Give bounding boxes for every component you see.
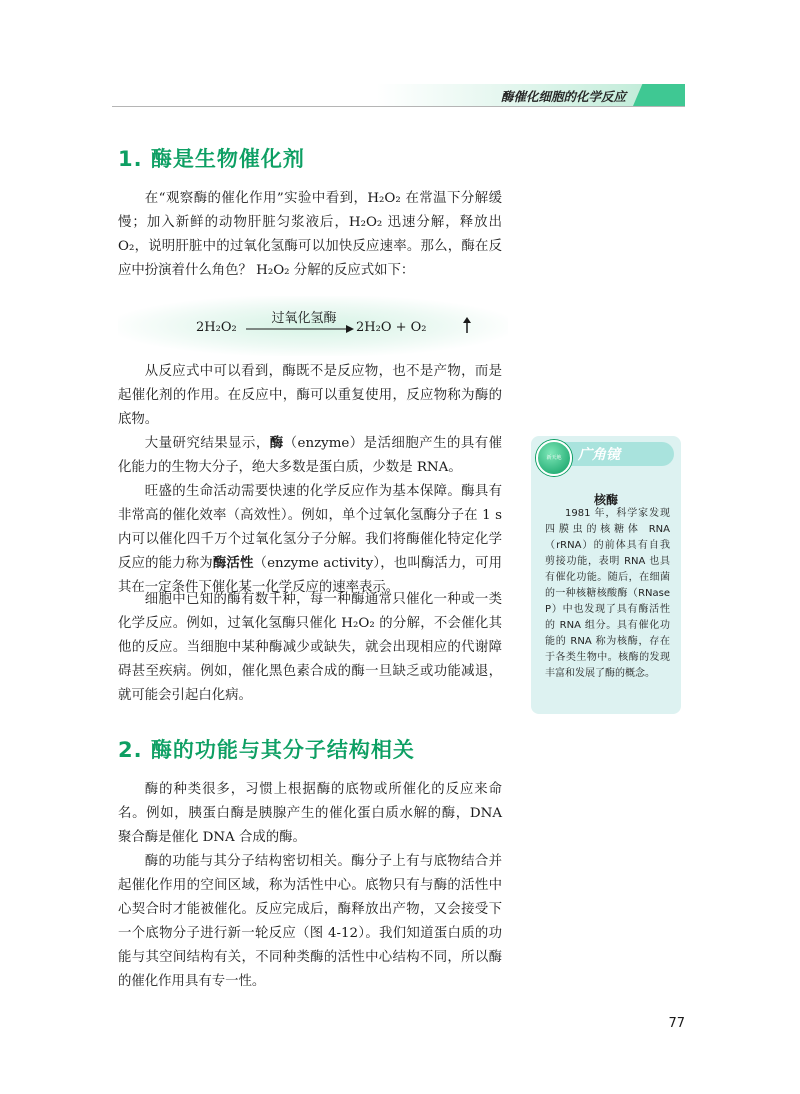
equation-catalyst-label: 过氧化氢酶 bbox=[271, 311, 337, 326]
sidebar-body: 1981 年，科学家发现四膜虫的核糖体 RNA（rRNA）的前体具有自我剪接功能，表明 RNA 也具有催化功能。随后，在细菌的一种核糖核酸酶（RNase P）中也发现了具有酶活性的 RNA 组分。具有催化功能的 RNA 称为核酶，存在于各类生物中。核酶的发现丰富和发展了酶的概念。 bbox=[545, 508, 670, 679]
text-run: （enzyme）是活细胞产生的具有催化能力的生物大分子，绝大多数是蛋白质，少数是 RNA。 bbox=[118, 436, 503, 475]
section-1-paragraph-2: 从反应式中可以看到，酶既不是反应物，也不是产物，而是起催化剂的作用。在反应中，酶可以重复使用，反应物称为酶的底物。 bbox=[118, 364, 502, 427]
text-run: （enzyme activity），也叫酶活力，可用其在一定条件下催化某一化学反应的速率表示。 bbox=[118, 556, 503, 595]
page-number: 77 bbox=[668, 1016, 685, 1031]
equation-products: 2H₂O + O₂ bbox=[356, 320, 427, 335]
term-enzyme: 酶 bbox=[269, 436, 284, 451]
section-1-paragraph-1: 在“观察酶的催化作用”实验中看到，H₂O₂ 在常温下分解缓慢；加入新鲜的动物肝脏匀浆液后，H₂O₂ 迅速分解，释放出 O₂，说明肝脏中的过氧化氢酶可以加快反应速率。那么，酶在反应中扮演着什么角色？ H₂O₂ 分解的反应式如下： bbox=[118, 191, 502, 278]
text-run: 大量研究结果显示， bbox=[144, 436, 270, 451]
section-2-title: 2. 酶的功能与其分子结构相关 bbox=[118, 738, 415, 762]
sidebar-title: 核酶 bbox=[593, 493, 618, 507]
running-header-title: 酶催化细胞的化学反应 bbox=[500, 89, 626, 104]
globe-icon: 新天地 bbox=[536, 440, 572, 476]
section-1-paragraph-4 bbox=[118, 480, 502, 600]
equation-reactant: 2H₂O₂ bbox=[196, 320, 237, 335]
section-1-paragraph-3 bbox=[118, 432, 502, 480]
section-1-title: 1. 酶是生物催化剂 bbox=[118, 147, 305, 171]
section-2-paragraph-1: 酶的种类很多，习惯上根据酶的底物或所催化的反应来命名。例如，胰蛋白酶是胰腺产生的催化蛋白质水解的酶，DNA 聚合酶是催化 DNA 合成的酶。 bbox=[118, 782, 502, 845]
gas-up-arrow-icon bbox=[462, 317, 472, 333]
section-2-paragraph-2: 酶的功能与其分子结构密切相关。酶分子上有与底物结合并起催化作用的空间区域，称为活性中心。底物只有与酶的活性中心契合时才能被催化。反应完成后，酶释放出产物，又会接受下一个底物分子进行新一轮反应（图 4-12）。我们知道蛋白质的功能与其空间结构有关，不同种类酶的活性中心结构不同，所以酶的催化作用具有专一性。 bbox=[118, 854, 502, 989]
section-1-paragraph-5: 细胞中已知的酶有数千种，每一种酶通常只催化一种或一类化学反应。例如，过氧化氢酶只催化 H₂O₂ 的分解，不会催化其他的反应。当细胞中某种酶减少或缺失，就会出现相应的代谢障碍甚至疾病。例如，催化黑色素合成的酶一旦缺乏或功能减退，就可能会引起白化病。 bbox=[118, 592, 502, 703]
reaction-arrow-icon bbox=[246, 322, 354, 336]
term-enzyme-activity: 酶活性 bbox=[212, 556, 254, 571]
sidebar-heading: 广角镜 bbox=[578, 447, 620, 463]
header-rule bbox=[112, 106, 685, 107]
text-run: 旺盛的生命活动需要快速的化学反应作为基本保障。酶具有非常高的催化效率（高效性）。例如，单个过氧化氢酶分子在 1 s 内可以催化四千万个过氧化氢分子分解。我们将酶催化特定化学反应的能力称为 bbox=[118, 484, 502, 571]
